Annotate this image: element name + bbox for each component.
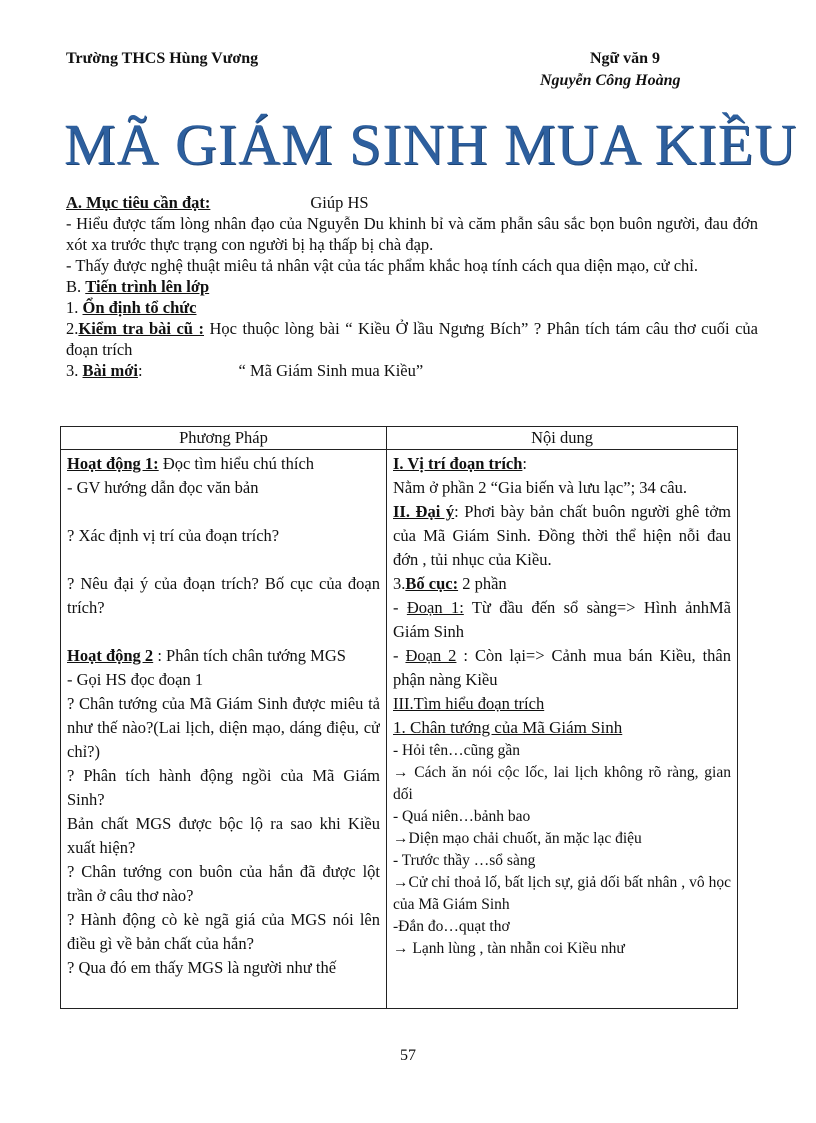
content-structure <box>393 572 731 596</box>
school-name: Trường THCS Hùng Vương <box>66 50 259 67</box>
content-line: →Cử chỉ thoả lố, bất lịch sự, giả dối bất nhân , vô học của Mã Giám Sinh <box>393 874 731 913</box>
structure-prefix: 3. <box>393 574 406 593</box>
content-cell <box>387 450 738 1009</box>
step-3-label: Bài mới <box>82 361 138 380</box>
activity-1-label: Hoạt động 1: <box>67 454 159 473</box>
method-line: - GV hướng dẫn đọc văn bản <box>67 478 259 497</box>
structure-text: 2 phần <box>458 574 507 593</box>
content-line: →Diện mạo chải chuốt, ăn mặc lạc điệu <box>393 830 642 847</box>
table-header-row <box>61 427 738 450</box>
method-line: ? Chân tướng con buôn của hắn đã được lột trần ở câu thơ nào? <box>67 862 380 905</box>
method-line: ? Phân tích hành động ngồi của Mã Giám Sinh? <box>67 766 380 809</box>
part-2-label: Đoạn 2 <box>405 646 457 665</box>
part-2-text: : Còn lại=> Cảnh mua bán Kiều, thân phận nàng Kiều <box>393 646 731 689</box>
method-line: ? Hành động cò kè ngã giá của MGS nói lên điều gì về bản chất của hắn? <box>67 910 380 953</box>
step-1-label: Ổn định tổ chức <box>82 298 197 317</box>
part-1-text: Từ đầu đến sổ sàng=> Hình ảnhMã Giám Sinh <box>393 598 731 641</box>
method-line: ? Nêu đại ý của đoạn trích? Bố cục của đoạn trích? <box>67 574 380 617</box>
summary-text: : Phơi bày bản chất buôn người ghê tởm của Mã Giám Sinh. Đồng thời thể hiện nỗi đau đớn , tủi nhục của Kiều. <box>393 502 731 569</box>
step-3-colon: : <box>137 361 143 380</box>
step-3-line <box>66 360 758 381</box>
method-line: Bản chất MGS được bộc lộ ra sao khi Kiều xuất hiện? <box>67 814 380 857</box>
content-line: - Trước thầy …sổ sàng <box>393 852 536 869</box>
step-1-prefix: 1. <box>66 298 83 317</box>
step-3-text: “ Mã Giám Sinh mua Kiều” <box>238 361 424 380</box>
content-summary <box>393 500 731 572</box>
content-line: → Lạnh lùng , tàn nhẫn coi Kiều như <box>393 940 625 957</box>
author-name: Nguyễn Công Hoàng <box>540 72 681 89</box>
section-a-line <box>66 192 758 213</box>
analysis-heading: III.Tìm hiểu đoạn trích <box>393 694 545 713</box>
step-2-label: Kiểm tra bài cũ : <box>78 319 204 338</box>
header-content: Nội dung <box>387 427 738 450</box>
position-colon: : <box>522 454 527 473</box>
section-a-tail: Giúp HS <box>310 193 369 212</box>
table-body-row <box>61 450 738 1009</box>
step-1-line <box>66 297 758 318</box>
method-line: ? Xác định vị trí của đoạn trích? <box>67 526 280 545</box>
part-1-label: Đoạn 1: <box>406 598 464 617</box>
content-line: -Đắn đo…quạt thơ <box>393 918 510 935</box>
step-3-prefix: 3. <box>66 361 83 380</box>
content-line: - Quá niên…bảnh bao <box>393 808 531 825</box>
activity-2-label: Hoạt động 2 <box>67 646 154 665</box>
method-line: - Gọi HS đọc đoạn 1 <box>67 670 204 689</box>
content-part-1 <box>393 596 731 644</box>
content-line: → Cách ăn nói cộc lốc, lai lịch không rõ ràng, gian dối <box>393 764 731 803</box>
header-method: Phương Pháp <box>61 427 387 450</box>
page-number: 57 <box>400 1047 416 1064</box>
summary-label: II. Đại ý <box>393 502 455 521</box>
content-part-2 <box>393 644 731 692</box>
section-b-line <box>66 276 758 297</box>
activity-1 <box>67 452 380 476</box>
activity-2-text: : Phân tích chân tướng MGS <box>153 646 346 665</box>
content-line: Nằm ở phần 2 “Gia biến và lưu lạc”; 34 câu. <box>393 478 687 497</box>
lesson-title: MÃ GIÁM SINH MUA KIỀU <box>64 112 798 177</box>
step-2-line <box>66 318 758 360</box>
activity-2 <box>67 644 380 668</box>
structure-label: Bố cục: <box>405 574 459 593</box>
section-b-label: Tiến trình lên lớp <box>85 277 210 296</box>
section-a-label: A. Mục tiêu cần đạt: <box>66 193 211 212</box>
step-2-prefix: 2. <box>66 319 79 338</box>
step-2-text: Học thuộc lòng bài “ Kiều Ở lầu Ngưng Bích” ? Phân tích tám câu thơ cuối của đoạn trích <box>66 319 759 359</box>
activity-1-text: Đọc tìm hiểu chú thích <box>158 454 315 473</box>
subject-label: Ngữ văn 9 <box>590 50 661 67</box>
section-b-prefix: B. <box>66 277 86 296</box>
intro-section <box>66 192 758 381</box>
goal-1: - Hiểu được tấm lòng nhân đạo của Nguyễn Du khinh bỉ và căm phẫn sâu sắc bọn buôn người, đau đớn xót xa trước thực trạng con người bị hạ thấp bị chà đạp. <box>66 214 758 254</box>
lesson-table <box>60 426 738 1009</box>
content-position <box>393 452 731 476</box>
subsection-heading: 1. Chân tướng của Mã Giám Sinh <box>393 718 623 737</box>
position-label: I. Vị trí đoạn trích <box>393 454 523 473</box>
method-line: ? Qua đó em thấy MGS là người như thế <box>67 958 337 977</box>
part-2-prefix: - <box>393 646 406 665</box>
method-cell <box>61 450 387 1009</box>
content-line: - Hỏi tên…cũng gần <box>393 742 520 759</box>
goal-2: - Thấy được nghệ thuật miêu tả nhân vật của tác phẩm khắc hoạ tính cách qua diện mạo, cử chỉ. <box>66 256 698 275</box>
part-1-prefix: - <box>393 598 407 617</box>
method-line: ? Chân tướng của Mã Giám Sinh được miêu tả như thế nào?(Lai lịch, diện mạo, dáng điệu, cử chỉ?) <box>67 694 380 761</box>
